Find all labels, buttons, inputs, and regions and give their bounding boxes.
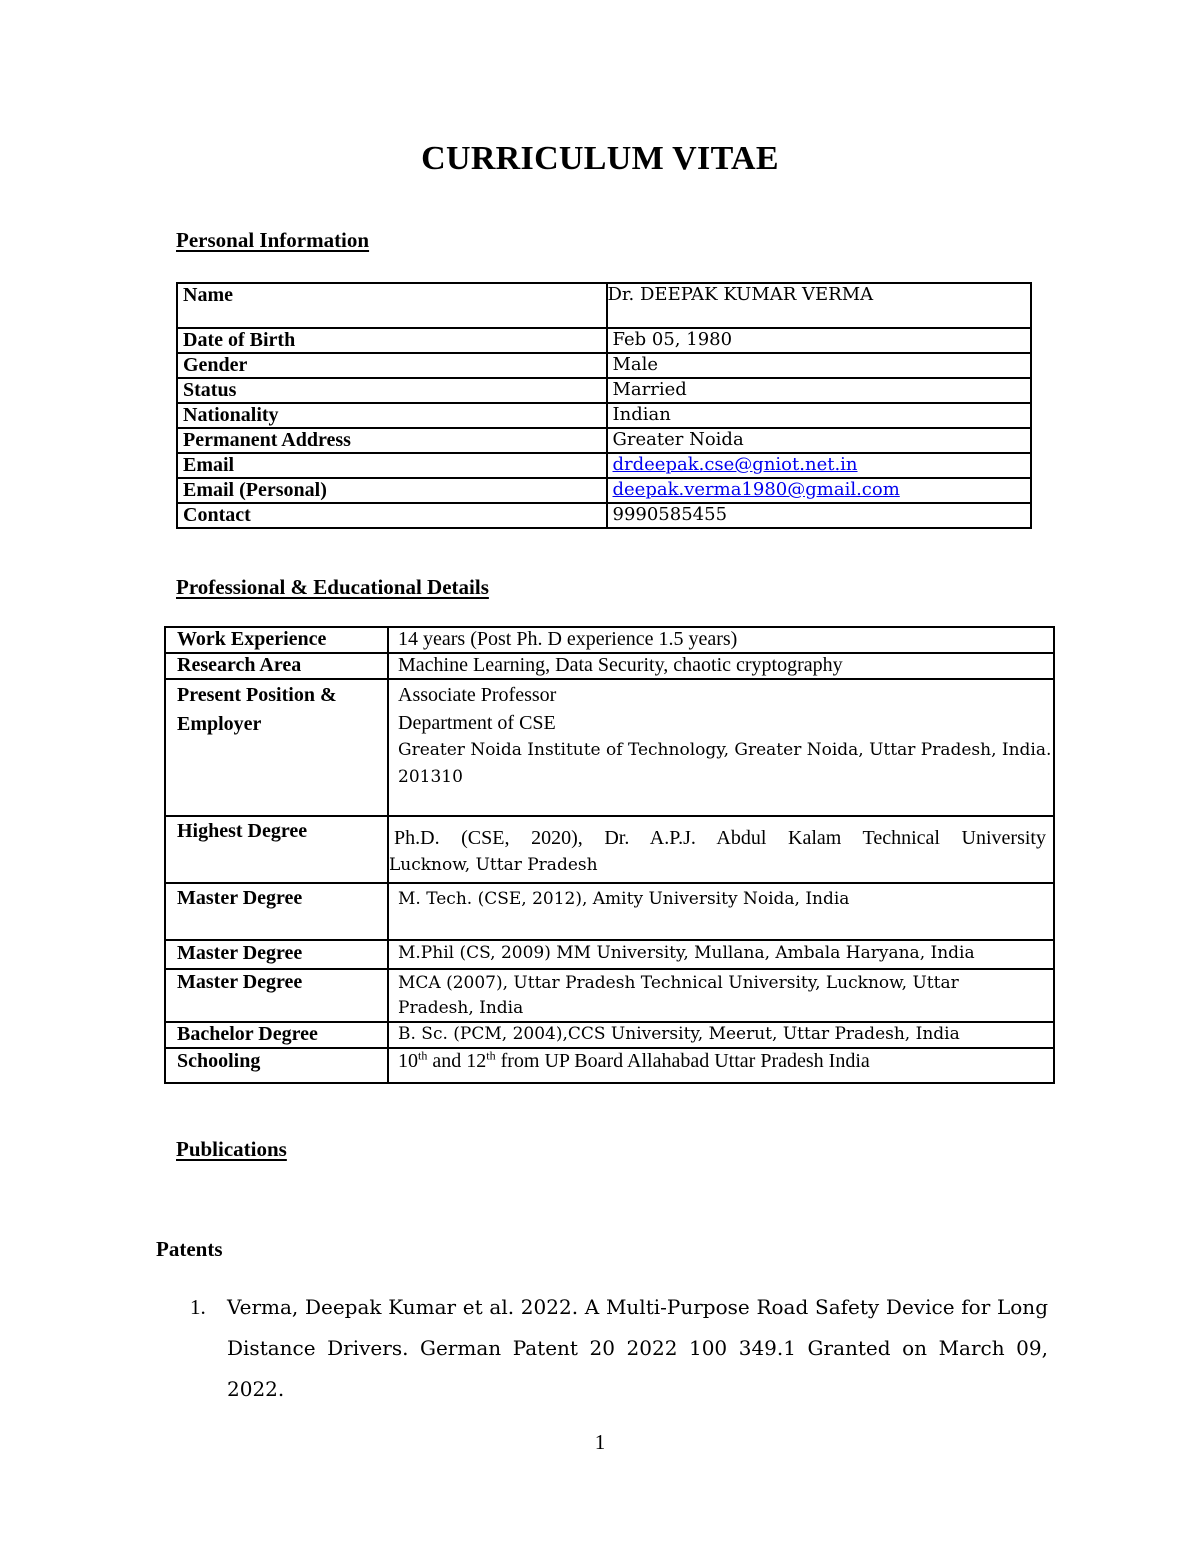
table-row [165, 883, 1054, 940]
table-row [177, 328, 1031, 353]
table-row [165, 969, 1054, 1022]
work-experience-value: 14 years (Post Ph. D experience 1.5 years) [388, 627, 1054, 653]
page-number: 1 [594, 1430, 606, 1454]
position-value: Associate Professor Department of CSE Greater Noida Institute of Technology, Greater Noida, Uttar Pradesh, India. 201310 [388, 679, 1054, 816]
email-personal-link[interactable]: deepak.verma1980@gmail.com [612, 479, 900, 500]
patent-list [190, 1287, 1048, 1410]
list-item-number: 1. [190, 1295, 206, 1319]
table-row [177, 453, 1031, 478]
address-label: Permanent Address [177, 428, 607, 453]
address-value: Greater Noida [607, 428, 1032, 453]
master-degree-value-1: M. Tech. (CSE, 2012), Amity University Noida, India [388, 883, 1054, 940]
table-row [165, 816, 1054, 883]
name-value: Dr. DEEPAK KUMAR VERMA [607, 283, 1032, 328]
schooling-value: 10th and 12th from UP Board Allahabad Uttar Pradesh India [388, 1048, 1054, 1083]
nationality-label: Nationality [177, 403, 607, 428]
email-personal-label: Email (Personal) [177, 478, 607, 503]
highest-degree-label: Highest Degree [165, 816, 388, 883]
patents-heading: Patents [156, 1237, 223, 1261]
professional-table [164, 626, 1055, 1084]
publications-heading: Publications [176, 1137, 287, 1161]
research-area-value: Machine Learning, Data Security, chaotic cryptography [388, 653, 1054, 679]
master-degree-value-2: M.Phil (CS, 2009) MM University, Mullana, Ambala Haryana, India [388, 940, 1054, 969]
table-row [177, 378, 1031, 403]
professional-heading: Professional & Educational Details [176, 575, 489, 599]
contact-label: Contact [177, 503, 607, 528]
email-link[interactable]: drdeepak.cse@gniot.net.in [612, 454, 858, 475]
table-row [165, 679, 1054, 816]
table-row [165, 627, 1054, 653]
status-value: Married [607, 378, 1032, 403]
table-row [177, 403, 1031, 428]
list-item [190, 1287, 1048, 1410]
bachelor-degree-value: B. Sc. (PCM, 2004),CCS University, Meerut, Uttar Pradesh, India [388, 1022, 1054, 1048]
bachelor-degree-label: Bachelor Degree [165, 1022, 388, 1048]
document-title: CURRICULUM VITAE [421, 140, 779, 177]
schooling-label: Schooling [165, 1048, 388, 1083]
research-area-label: Research Area [165, 653, 388, 679]
master-degree-label-3: Master Degree [165, 969, 388, 1022]
position-label: Present Position & Employer [165, 679, 388, 816]
work-experience-label: Work Experience [165, 627, 388, 653]
table-row [165, 1022, 1054, 1048]
table-row [177, 283, 1031, 328]
table-row [177, 353, 1031, 378]
contact-value: 9990585455 [607, 503, 1032, 528]
master-degree-label-2: Master Degree [165, 940, 388, 969]
table-row [177, 428, 1031, 453]
name-label: Name [177, 283, 607, 328]
highest-degree-value: Ph.D. (CSE, 2020), Dr. A.P.J. Abdul Kalam Technical University Lucknow, Uttar Pradesh [388, 816, 1054, 883]
nationality-value: Indian [607, 403, 1032, 428]
email-label: Email [177, 453, 607, 478]
dob-label: Date of Birth [177, 328, 607, 353]
dob-value: Feb 05, 1980 [607, 328, 1032, 353]
gender-label: Gender [177, 353, 607, 378]
table-row [177, 478, 1031, 503]
table-row [165, 940, 1054, 969]
gender-value: Male [607, 353, 1032, 378]
master-degree-label-1: Master Degree [165, 883, 388, 940]
table-row [165, 1048, 1054, 1083]
table-row [177, 503, 1031, 528]
table-row [165, 653, 1054, 679]
master-degree-value-3: MCA (2007), Uttar Pradesh Technical University, Lucknow, Uttar Pradesh, India [388, 969, 1054, 1022]
status-label: Status [177, 378, 607, 403]
personal-info-table [176, 282, 1032, 529]
personal-info-heading: Personal Information [176, 228, 370, 252]
list-item-text: Verma, Deepak Kumar et al. 2022. A Multi-Purpose Road Safety Device for Long Distance Drivers. German Patent 20 2022 100 349.1 Granted on March 09, 2022. [227, 1295, 1048, 1401]
